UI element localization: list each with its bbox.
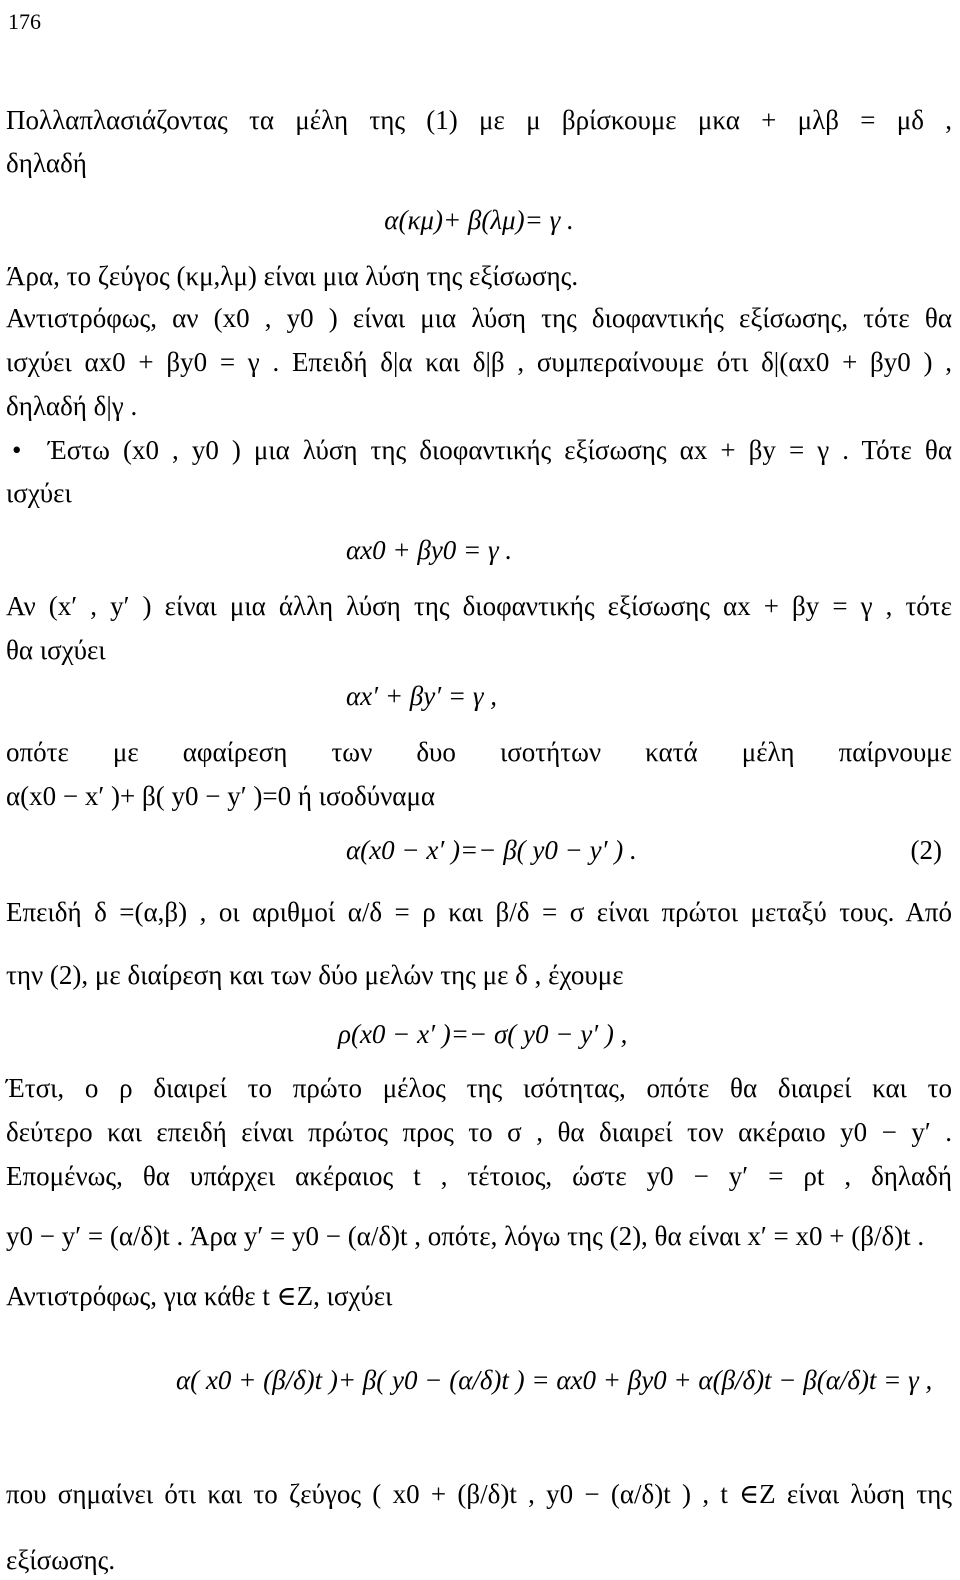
text-line: που σημαίνει ότι και το ζεύγος ( x0 + (β/δ)t , y0 − (α/δ)t ) , t ∈Z είναι λύση της [6, 1479, 952, 1509]
text-line: θα ισχύει [6, 635, 106, 665]
math-display: ρ(x0 − x′ )=− σ( y0 − y′ ) , [338, 1019, 628, 1049]
equation-number: (2) [910, 835, 942, 865]
math-display-numbered [6, 830, 952, 870]
text-line: Επομένως, θα υπάρχει ακέραιος t , τέτοιος, ώστε y0 − y′ = ρt , δηλαδή [6, 1161, 952, 1191]
text-line: εξίσωσης. [6, 1545, 116, 1575]
text-line: Επειδή δ =(α,β) , οι αριθμοί α/δ = ρ και β/δ = σ είναι πρώτοι μεταξύ τους. Από [6, 897, 952, 927]
text-line: Αν (x′ , y′ ) είναι μια άλλη λύση της διοφαντικής εξίσωσης αx + βy = γ , τότε [6, 591, 952, 621]
text-line: δεύτερο και επειδή είναι πρώτος προς το σ , θα διαιρεί τον ακέραιο y0 − y′ . [6, 1117, 952, 1147]
text-line: Έστω (x0 , y0 ) μια λύση της διοφαντικής εξίσωσης αx + βy = γ . Τότε θα [48, 435, 952, 465]
text-line: την (2), με διαίρεση και των δύο μελών της με δ , έχουμε [6, 960, 624, 990]
text-line: Άρα, το ζεύγος (κμ,λμ) είναι μια λύση της εξίσωσης. [6, 261, 579, 291]
math-display: α(κμ)+ β(λμ)= γ . [384, 205, 574, 235]
text-line: y0 − y′ = (α/δ)t . Άρα y′ = y0 − (α/δ)t , οπότε, λόγω της (2), θα είναι x′ = x0 + (β/δ)t . [6, 1221, 925, 1251]
text-line: ισχύει [6, 478, 72, 508]
text-line: Αντιστρόφως, αν (x0 , y0 ) είναι μια λύση της διοφαντικής εξίσωσης, τότε θα [6, 303, 952, 333]
math-display: α( x0 + (β/δ)t )+ β( y0 − (α/δ)t ) = αx0 + βy0 + α(β/δ)t − β(α/δ)t = γ , [176, 1365, 933, 1395]
text-line: α(x0 − x′ )+ β( y0 − y′ )=0 ή ισοδύναμα [6, 781, 436, 811]
math-display: αx0 + βy0 = γ . [346, 535, 513, 565]
text-line: οπότε με αφαίρεση των δυο ισοτήτων κατά μέλη παίρνουμε [6, 737, 952, 767]
bullet-icon: • [12, 435, 22, 465]
math-display: αx′ + βy′ = γ , [346, 681, 497, 711]
text-line: δηλαδή δ|γ . [6, 391, 138, 421]
text-line: Πολλαπλασιάζοντας τα μέλη της (1) με μ βρίσκουμε μκα + μλβ = μδ , [6, 105, 952, 135]
math-display: α(x0 − x′ )=− β( y0 − y′ ) . [346, 835, 637, 865]
text-line: Αντιστρόφως, για κάθε t ∈Z, ισχύει [6, 1281, 393, 1311]
bullet-item [6, 430, 952, 470]
text-line: δηλαδή [6, 148, 87, 178]
text-line: Έτσι, ο ρ διαιρεί το πρώτο μέλος της ισότητας, οπότε θα διαιρεί και το [6, 1073, 952, 1103]
text-line: ισχύει αx0 + βy0 = γ . Επειδή δ|α και δ|β , συμπεραίνουμε ότι δ|(αx0 + βy0 ) , [6, 347, 952, 377]
page-number: 176 [8, 9, 41, 34]
